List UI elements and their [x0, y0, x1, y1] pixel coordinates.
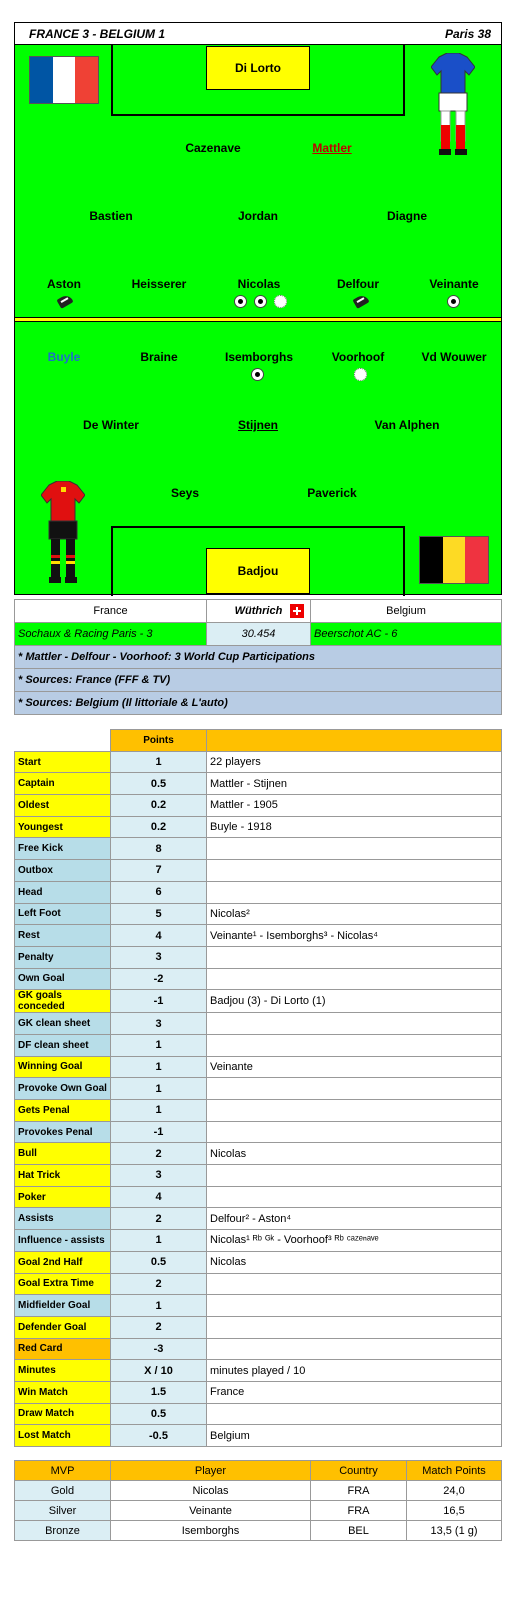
player-voorhoof: Voorhoof [331, 350, 385, 364]
mvp-country: FRA [311, 1481, 407, 1501]
ball-icon [234, 295, 247, 308]
away-clubs: Beerschot AC - 6 [311, 623, 502, 646]
points-note: Nicolas [207, 1251, 502, 1273]
mvp-row [15, 1481, 502, 1501]
points-row [15, 1056, 502, 1078]
points-row [15, 1165, 502, 1187]
points-note: Belgium [207, 1425, 502, 1447]
player-paverick: Paverick [307, 486, 357, 500]
points-value: 1 [111, 1230, 207, 1252]
points-note: Buyle - 1918 [207, 816, 502, 838]
ball-icon [447, 295, 460, 308]
points-note: Nicolas² [207, 903, 502, 925]
points-label: Penalty [15, 946, 111, 968]
points-note: Veinante [207, 1056, 502, 1078]
points-value: 7 [111, 860, 207, 882]
points-value: 1 [111, 751, 207, 773]
mvp-table [14, 1460, 502, 1541]
points-label: Defender Goal [15, 1316, 111, 1338]
referee [207, 600, 311, 623]
belgium-flag-icon [419, 536, 489, 584]
player-delfour: Delfour [337, 277, 379, 291]
points-note [207, 968, 502, 990]
points-label: Gets Penal [15, 1100, 111, 1122]
points-note: Delfour² - Aston⁴ [207, 1208, 502, 1230]
points-row [15, 1208, 502, 1230]
attendance: 30.454 [207, 623, 311, 646]
player-de-winter: De Winter [83, 418, 139, 432]
match-points-header: Match Points [407, 1461, 502, 1481]
belgium-goalkeeper: Badjou [206, 548, 310, 594]
points-value: -3 [111, 1338, 207, 1360]
points-row [15, 881, 502, 903]
points-row [15, 903, 502, 925]
points-row [15, 1360, 502, 1382]
points-row [15, 1186, 502, 1208]
points-value: -1 [111, 990, 207, 1013]
points-value: X / 10 [111, 1360, 207, 1382]
points-label: Left Foot [15, 903, 111, 925]
points-row [15, 990, 502, 1013]
points-label: Minutes [15, 1360, 111, 1382]
points-row [15, 816, 502, 838]
points-note [207, 1078, 502, 1100]
points-label: GK goals conceded [15, 990, 111, 1013]
points-note [207, 1295, 502, 1317]
points-label: Own Goal [15, 968, 111, 990]
player-veinante: Veinante [429, 277, 479, 291]
points-label: Outbox [15, 860, 111, 882]
points-value: 1.5 [111, 1381, 207, 1403]
points-label: Oldest [15, 795, 111, 817]
points-value: 4 [111, 1186, 207, 1208]
points-note [207, 1403, 502, 1425]
mvp-row [15, 1521, 502, 1541]
points-value: 2 [111, 1208, 207, 1230]
note-row: * Sources: France (FFF & TV) [15, 669, 502, 692]
points-value: 1 [111, 1295, 207, 1317]
points-label: Winning Goal [15, 1056, 111, 1078]
mvp-player: Veinante [111, 1501, 311, 1521]
referee-name: Wüthrich [234, 605, 283, 617]
points-note [207, 838, 502, 860]
points-label: Bull [15, 1143, 111, 1165]
note-row: * Sources: Belgium (Il littoriale & L'auto) [15, 692, 502, 715]
points-row [15, 946, 502, 968]
points-value: 3 [111, 946, 207, 968]
points-row [15, 860, 502, 882]
boot-icon [56, 293, 73, 309]
mvp-header: MVP [15, 1461, 111, 1481]
points-row [15, 1251, 502, 1273]
france-goalkeeper: Di Lorto [206, 46, 310, 90]
mvp-row [15, 1501, 502, 1521]
player-braine: Braine [140, 350, 178, 364]
blank-cell [15, 730, 111, 752]
points-label: DF clean sheet [15, 1034, 111, 1056]
points-label: Rest [15, 925, 111, 947]
player-heisserer: Heisserer [131, 277, 187, 291]
points-note: France [207, 1381, 502, 1403]
points-label: Assists [15, 1208, 111, 1230]
points-label: Head [15, 881, 111, 903]
player-mattler: Mattler [312, 141, 352, 155]
note-row: * Mattler - Delfour - Voorhoof: 3 World Cup Participations [15, 646, 502, 669]
belgium-kit-icon [41, 481, 85, 591]
points-label: Red Card [15, 1338, 111, 1360]
points-row [15, 1316, 502, 1338]
player-isemborghs: Isemborghs [224, 350, 294, 364]
mvp-points: 13,5 (1 g) [407, 1521, 502, 1541]
player-diagne: Diagne [386, 209, 428, 223]
pitch [14, 22, 502, 595]
player-nicolas: Nicolas [237, 277, 281, 291]
player-buyle: Buyle [47, 350, 81, 364]
points-value: 2 [111, 1143, 207, 1165]
points-note [207, 1013, 502, 1035]
swiss-flag-icon [290, 604, 304, 618]
player-header: Player [111, 1461, 311, 1481]
points-value: 3 [111, 1013, 207, 1035]
points-row [15, 795, 502, 817]
points-row [15, 1403, 502, 1425]
points-row [15, 1230, 502, 1252]
points-row [15, 773, 502, 795]
points-value: 1 [111, 1100, 207, 1122]
points-value: 8 [111, 838, 207, 860]
player-seys: Seys [170, 486, 200, 500]
points-value: -0.5 [111, 1425, 207, 1447]
points-label: Draw Match [15, 1403, 111, 1425]
mvp-rank: Bronze [15, 1521, 111, 1541]
points-row [15, 1381, 502, 1403]
points-note [207, 946, 502, 968]
points-row [15, 1425, 502, 1447]
points-note: Nicolas¹ ᴿᵇ ᴳᵏ - Voorhoof³ ᴿᵇ ᶜᵃᶻᵉⁿᵃᵛᵉ [207, 1230, 502, 1252]
points-value: -1 [111, 1121, 207, 1143]
points-label: Goal 2nd Half [15, 1251, 111, 1273]
points-note [207, 1316, 502, 1338]
mvp-points: 16,5 [407, 1501, 502, 1521]
points-row [15, 1273, 502, 1295]
points-row [15, 1295, 502, 1317]
points-label: Start [15, 751, 111, 773]
ball-icon [254, 295, 267, 308]
match-venue: Paris 38 [444, 27, 491, 41]
mvp-country: FRA [311, 1501, 407, 1521]
points-value: 6 [111, 881, 207, 903]
points-note [207, 1034, 502, 1056]
points-value: 2 [111, 1273, 207, 1295]
points-note: minutes played / 10 [207, 1360, 502, 1382]
points-note: Badjou (3) - Di Lorto (1) [207, 990, 502, 1013]
points-value: 0.5 [111, 773, 207, 795]
points-note: Nicolas [207, 1143, 502, 1165]
country-header: Country [311, 1461, 407, 1481]
points-value: 0.2 [111, 795, 207, 817]
mvp-player: Nicolas [111, 1481, 311, 1501]
points-row [15, 1338, 502, 1360]
points-note [207, 1165, 502, 1187]
home-clubs: Sochaux & Racing Paris - 3 [15, 623, 207, 646]
points-header: Points [111, 730, 207, 752]
points-value: 0.5 [111, 1403, 207, 1425]
points-row [15, 925, 502, 947]
france-kit-icon [431, 53, 475, 163]
points-label: GK clean sheet [15, 1013, 111, 1035]
player-stijnen: Stijnen [237, 418, 279, 432]
points-row [15, 1013, 502, 1035]
points-row [15, 1100, 502, 1122]
mvp-rank: Gold [15, 1481, 111, 1501]
points-value: 0.5 [111, 1251, 207, 1273]
points-label: Lost Match [15, 1425, 111, 1447]
mvp-country: BEL [311, 1521, 407, 1541]
points-note: Mattler - Stijnen [207, 773, 502, 795]
points-note [207, 881, 502, 903]
points-value: 1 [111, 1056, 207, 1078]
points-note [207, 860, 502, 882]
player-jordan: Jordan [237, 209, 279, 223]
points-note [207, 1338, 502, 1360]
penalty-ball-icon [354, 368, 367, 381]
points-note: Mattler - 1905 [207, 795, 502, 817]
points-note: Veinante¹ - Isemborghs³ - Nicolas⁴ [207, 925, 502, 947]
points-note [207, 1273, 502, 1295]
points-label: Goal Extra Time [15, 1273, 111, 1295]
points-row [15, 1034, 502, 1056]
points-label: Poker [15, 1186, 111, 1208]
points-value: 5 [111, 903, 207, 925]
points-note [207, 1100, 502, 1122]
halfway-line [15, 317, 501, 322]
player-cazenave: Cazenave [185, 141, 241, 155]
points-note [207, 1186, 502, 1208]
home-team: France [15, 600, 207, 623]
points-note [207, 1121, 502, 1143]
points-value: 1 [111, 1078, 207, 1100]
points-row [15, 838, 502, 860]
notes-header [207, 730, 502, 752]
player-van-alphen: Van Alphen [374, 418, 440, 432]
points-value: 4 [111, 925, 207, 947]
points-label: Youngest [15, 816, 111, 838]
player-vd-wouwer: Vd Wouwer [421, 350, 487, 364]
points-value: -2 [111, 968, 207, 990]
mvp-player: Isemborghs [111, 1521, 311, 1541]
points-label: Provokes Penal [15, 1121, 111, 1143]
points-label: Free Kick [15, 838, 111, 860]
points-value: 2 [111, 1316, 207, 1338]
points-value: 0.2 [111, 816, 207, 838]
penalty-ball-icon [274, 295, 287, 308]
points-value: 3 [111, 1165, 207, 1187]
points-value: 1 [111, 1034, 207, 1056]
points-label: Provoke Own Goal [15, 1078, 111, 1100]
points-row [15, 1143, 502, 1165]
player-bastien: Bastien [89, 209, 133, 223]
points-label: Hat Trick [15, 1165, 111, 1187]
match-title: FRANCE 3 - BELGIUM 1 [29, 27, 166, 41]
mvp-rank: Silver [15, 1501, 111, 1521]
points-note: 22 players [207, 751, 502, 773]
points-label: Win Match [15, 1381, 111, 1403]
points-label: Midfielder Goal [15, 1295, 111, 1317]
mvp-points: 24,0 [407, 1481, 502, 1501]
player-aston: Aston [47, 277, 81, 291]
points-label: Influence - assists [15, 1230, 111, 1252]
france-flag-icon [29, 56, 99, 104]
points-row [15, 1121, 502, 1143]
points-row [15, 968, 502, 990]
points-row [15, 1078, 502, 1100]
points-row [15, 751, 502, 773]
points-label: Captain [15, 773, 111, 795]
points-table [14, 729, 502, 1447]
match-info-table [14, 599, 502, 715]
ball-icon [251, 368, 264, 381]
match-header [15, 23, 501, 45]
boot-icon [352, 293, 369, 309]
away-team: Belgium [311, 600, 502, 623]
